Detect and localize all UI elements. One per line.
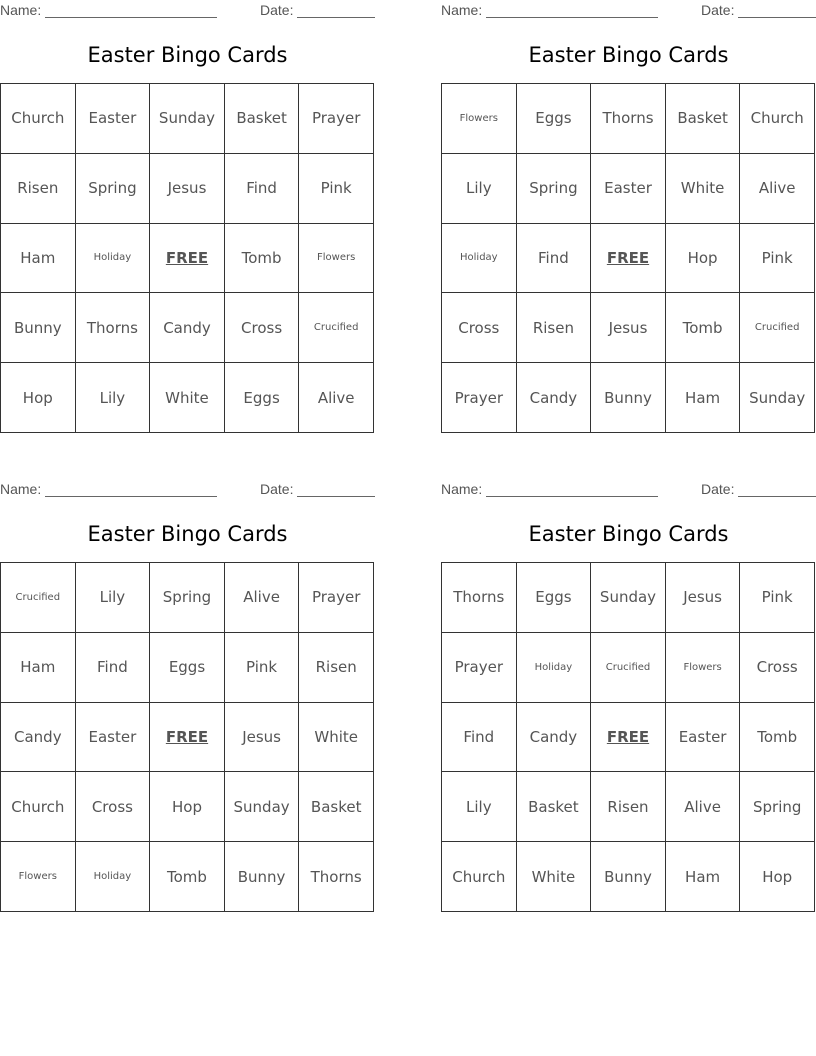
bingo-cell: Holiday — [517, 633, 592, 703]
date-label: Date: — [701, 481, 735, 497]
bingo-cell: Holiday — [442, 224, 517, 294]
bingo-grid — [441, 83, 815, 433]
bingo-cell: Spring — [76, 154, 151, 224]
bingo-cell: Church — [442, 842, 517, 912]
name-field-line — [486, 496, 658, 497]
bingo-cell: Eggs — [150, 633, 225, 703]
bingo-grid — [0, 83, 374, 433]
bingo-cell: Ham — [1, 633, 76, 703]
card-header — [441, 480, 816, 498]
card-title: Easter Bingo Cards — [528, 522, 729, 546]
bingo-cell: Flowers — [666, 633, 741, 703]
bingo-cell: White — [517, 842, 592, 912]
bingo-card-3 — [0, 479, 375, 913]
name-field-line — [45, 17, 217, 18]
bingo-cell: Holiday — [76, 842, 151, 912]
bingo-grid — [441, 562, 815, 912]
bingo-cell: Thorns — [299, 842, 374, 912]
bingo-cell: Prayer — [299, 563, 374, 633]
bingo-cell: Jesus — [591, 293, 666, 363]
bingo-cell: Crucified — [1, 563, 76, 633]
bingo-card-1 — [0, 0, 375, 434]
bingo-cell: Basket — [225, 84, 300, 154]
bingo-cell: Candy — [150, 293, 225, 363]
bingo-cell: Thorns — [442, 563, 517, 633]
date-field-line — [738, 17, 816, 18]
name-label: Name: — [0, 2, 42, 18]
bingo-cell: Sunday — [150, 84, 225, 154]
bingo-cell: Hop — [666, 224, 741, 294]
name-label: Name: — [0, 481, 42, 497]
bingo-cell: Bunny — [591, 842, 666, 912]
bingo-cell: Tomb — [225, 224, 300, 294]
bingo-cell: Prayer — [442, 363, 517, 433]
name-label: Name: — [441, 481, 483, 497]
bingo-cell: Candy — [517, 363, 592, 433]
bingo-cell: Crucified — [740, 293, 815, 363]
bingo-cell: Church — [740, 84, 815, 154]
card-title: Easter Bingo Cards — [87, 43, 288, 67]
bingo-cell: Ham — [666, 842, 741, 912]
date-label: Date: — [260, 481, 294, 497]
bingo-cell: Hop — [1, 363, 76, 433]
bingo-cell: White — [299, 703, 374, 773]
bingo-cell: Lily — [76, 563, 151, 633]
bingo-cell: Flowers — [299, 224, 374, 294]
bingo-card-2 — [441, 0, 816, 434]
bingo-cell: Bunny — [591, 363, 666, 433]
bingo-cell: Spring — [150, 563, 225, 633]
name-field-line — [45, 496, 217, 497]
bingo-cell: Tomb — [740, 703, 815, 773]
name-label: Name: — [441, 2, 483, 18]
bingo-cell: White — [150, 363, 225, 433]
bingo-cell: Flowers — [1, 842, 76, 912]
bingo-cell: Hop — [150, 772, 225, 842]
bingo-cell: Prayer — [299, 84, 374, 154]
bingo-cell: Bunny — [1, 293, 76, 363]
bingo-cell: Candy — [1, 703, 76, 773]
date-field-line — [297, 496, 375, 497]
bingo-cell: Candy — [517, 703, 592, 773]
bingo-cell: Pink — [299, 154, 374, 224]
bingo-cell: Basket — [299, 772, 374, 842]
bingo-cell: Bunny — [225, 842, 300, 912]
bingo-cell: Jesus — [666, 563, 741, 633]
bingo-cell: Basket — [517, 772, 592, 842]
bingo-cell: Sunday — [225, 772, 300, 842]
bingo-cell: Sunday — [740, 363, 815, 433]
bingo-cell: Ham — [1, 224, 76, 294]
bingo-grid — [0, 562, 374, 912]
bingo-cell: Alive — [740, 154, 815, 224]
bingo-cell: Spring — [740, 772, 815, 842]
bingo-cell: Eggs — [517, 84, 592, 154]
bingo-cell: Cross — [740, 633, 815, 703]
bingo-cell: Hop — [740, 842, 815, 912]
bingo-cell: Find — [225, 154, 300, 224]
free-space-cell: FREE — [591, 703, 666, 773]
bingo-card-4 — [441, 479, 816, 913]
bingo-cell: Church — [1, 772, 76, 842]
bingo-cell: Flowers — [442, 84, 517, 154]
bingo-cell: Lily — [76, 363, 151, 433]
bingo-cell: Easter — [666, 703, 741, 773]
bingo-cell: Eggs — [517, 563, 592, 633]
date-label: Date: — [701, 2, 735, 18]
free-space-cell: FREE — [591, 224, 666, 294]
bingo-cell: Basket — [666, 84, 741, 154]
bingo-cell: Pink — [740, 563, 815, 633]
date-label: Date: — [260, 2, 294, 18]
bingo-cell: Thorns — [76, 293, 151, 363]
bingo-cell: Ham — [666, 363, 741, 433]
bingo-cell: Alive — [299, 363, 374, 433]
bingo-cell: Spring — [517, 154, 592, 224]
bingo-cell: Risen — [1, 154, 76, 224]
bingo-cell: Find — [517, 224, 592, 294]
card-title: Easter Bingo Cards — [528, 43, 729, 67]
bingo-cell: Cross — [225, 293, 300, 363]
bingo-cell: Eggs — [225, 363, 300, 433]
free-space-cell: FREE — [150, 703, 225, 773]
bingo-cell: Holiday — [76, 224, 151, 294]
bingo-cell: Risen — [299, 633, 374, 703]
bingo-cell: White — [666, 154, 741, 224]
card-header — [441, 1, 816, 19]
bingo-cell: Jesus — [150, 154, 225, 224]
bingo-cell: Sunday — [591, 563, 666, 633]
bingo-cell: Pink — [225, 633, 300, 703]
bingo-cell: Tomb — [150, 842, 225, 912]
bingo-cell: Cross — [442, 293, 517, 363]
date-field-line — [297, 17, 375, 18]
free-space-cell: FREE — [150, 224, 225, 294]
bingo-cell: Crucified — [591, 633, 666, 703]
bingo-cell: Tomb — [666, 293, 741, 363]
bingo-cell: Risen — [517, 293, 592, 363]
bingo-cell: Church — [1, 84, 76, 154]
bingo-cell: Jesus — [225, 703, 300, 773]
bingo-cell: Easter — [76, 703, 151, 773]
card-header — [0, 1, 375, 19]
date-field-line — [738, 496, 816, 497]
bingo-cell: Prayer — [442, 633, 517, 703]
bingo-cell: Pink — [740, 224, 815, 294]
bingo-cell: Cross — [76, 772, 151, 842]
bingo-cell: Alive — [225, 563, 300, 633]
name-field-line — [486, 17, 658, 18]
bingo-cell: Find — [442, 703, 517, 773]
bingo-cell: Easter — [76, 84, 151, 154]
card-header — [0, 480, 375, 498]
bingo-cell: Crucified — [299, 293, 374, 363]
bingo-cell: Find — [76, 633, 151, 703]
card-title: Easter Bingo Cards — [87, 522, 288, 546]
bingo-cell: Lily — [442, 154, 517, 224]
bingo-cell: Thorns — [591, 84, 666, 154]
bingo-cell: Risen — [591, 772, 666, 842]
bingo-cell: Lily — [442, 772, 517, 842]
bingo-cell: Easter — [591, 154, 666, 224]
bingo-cell: Alive — [666, 772, 741, 842]
